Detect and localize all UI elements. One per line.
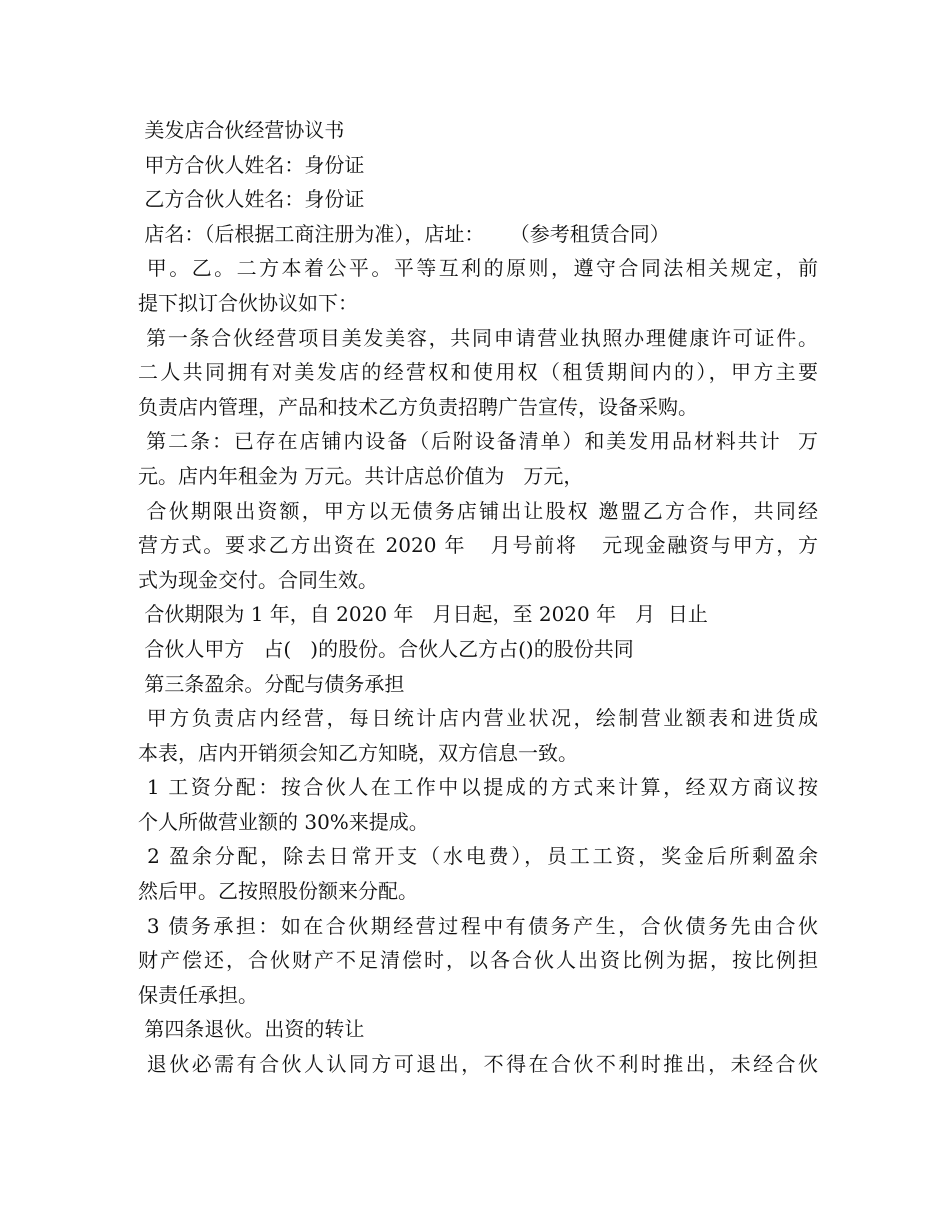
article-1-heading-line: 第一条合伙经营项目美发美容，共同申请营业执照办理健康许可证件。 <box>138 325 818 350</box>
paragraph-line: 退伙必需有合伙人认同方可退出，不得在合伙不利时推出，未经合伙 <box>138 1052 818 1077</box>
paragraph-line: 营方式。要求乙方出资在 2020 年 月号前将 元现金融资与甲方，方 <box>138 533 818 558</box>
paragraph-line: 个人所做营业额的 30%来提成。 <box>138 809 429 834</box>
debt-clause-line: 3 债务承担：如在合伙期经营过程中有债务产生，合伙债务先由合伙 <box>138 913 818 938</box>
shares-line: 合伙人甲方 占( )的股份。合伙人乙方占()的股份共同 <box>138 636 634 661</box>
paragraph-line: 负责店内管理，产品和技术乙方负责招聘广告宣传，设备采购。 <box>138 394 698 419</box>
article-3-heading-line: 第三条盈余。分配与债务承担 <box>138 671 405 696</box>
party-a-line: 甲方合伙人姓名：身份证 <box>138 152 365 177</box>
paragraph-line: 保责任承担。 <box>138 982 258 1007</box>
paragraph-line: 二人共同拥有对美发店的经营权和使用权（租赁期间内的），甲方主要 <box>138 360 818 385</box>
paragraph-line: 甲方负责店内经营，每日统计店内营业状况，绘制营业额表和进货成 <box>138 706 818 731</box>
paragraph-line: 提下拟订合伙协议如下： <box>138 290 358 315</box>
paragraph-line: 合伙期限出资额，甲方以无债务店铺出让股权 邀盟乙方合作，共同经 <box>138 498 818 523</box>
paragraph-line: 式为现金交付。合同生效。 <box>138 567 378 592</box>
document-body <box>138 113 818 1082</box>
paragraph-line: 财产偿还，合伙财产不足清偿时，以各合伙人出资比例为据，按比例担 <box>138 948 818 973</box>
salary-clause-line: 1 工资分配：按合伙人在工作中以提成的方式来计算，经双方商议按 <box>138 775 818 800</box>
article-2-heading-line: 第二条：已存在店铺内设备（后附设备清单）和美发用品材料共计 万 <box>138 429 818 454</box>
paragraph-line: 本表，店内开销须会知乙方知晓，双方信息一致。 <box>138 740 578 765</box>
article-4-heading-line: 第四条退伙。出资的转让 <box>138 1017 365 1042</box>
document-title: 美发店合伙经营协议书 <box>138 118 345 142</box>
party-b-line: 乙方合伙人姓名：身份证 <box>138 187 365 212</box>
shop-name-line: 店名：（后根据工商注册为准），店址： （参考租赁合同） <box>138 221 670 246</box>
term-line: 合伙期限为 1 年，自 2020 年 月日起，至 2020 年 月 日止 <box>138 602 708 627</box>
paragraph-line: 甲。乙。二方本着公平。平等互利的原则，遵守合同法相关规定，前 <box>138 256 818 281</box>
paragraph-line: 然后甲。乙按照股份额来分配。 <box>138 879 418 904</box>
surplus-clause-line: 2 盈余分配，除去日常开支（水电费），员工工资，奖金后所剩盈余 <box>138 844 818 869</box>
paragraph-line: 元。店内年租金为 万元。共计店总价值为 万元， <box>138 463 584 488</box>
